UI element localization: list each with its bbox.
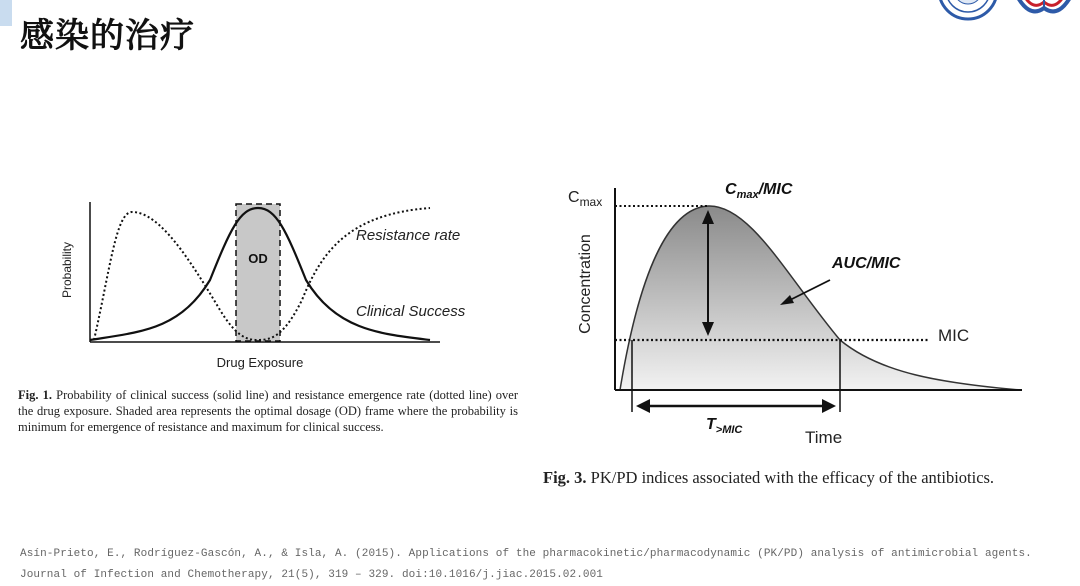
tmic-label: $T_{>MIC}$ (706, 416, 743, 436)
resistance-rate-label: Resistance rate (356, 227, 461, 244)
cmax-label: $C_{max}$ (568, 189, 603, 209)
x-axis-label: Time (805, 428, 843, 447)
hospital-emblem-logo (1008, 0, 1080, 26)
figure-1-caption-prefix: Fig. 1. (18, 388, 53, 402)
cmax-mic-label: $C_{max}$/MIC (725, 181, 793, 201)
mic-label: MIC (938, 326, 970, 345)
figure-3-caption (543, 468, 994, 488)
figure-1-caption-text: Probability of clinical success (solid line) and resistance emergence rate (dotted line) over the drug exposure. Shaded area represents the optimal dosage (OD) frame where the probability is minimum for emergence of resistance and maximum for clinical success. (18, 388, 519, 434)
tmic-arrowhead-right (822, 399, 836, 413)
auc-mic-label: AUC/MIC (832, 255, 901, 272)
figure-3-caption-prefix: Fig. 3. (543, 468, 587, 487)
clinical-success-label: Clinical Success (356, 303, 466, 320)
y-axis-label: Probability (60, 241, 74, 299)
tmic-arrowhead-left (636, 399, 650, 413)
corner-accent (0, 0, 12, 26)
od-shaded-band (236, 204, 280, 341)
figure-3-caption-text: PK/PD indices associated with the efficacy of the antibiotics. (590, 468, 995, 487)
figure-1-caption (18, 387, 518, 435)
figure-1-probability-plot (40, 190, 500, 384)
university-seal-logo (936, 0, 1000, 26)
x-axis-label: Drug Exposure (216, 355, 304, 370)
figure-3-pkpd-plot (560, 168, 1060, 462)
citation-reference: Asín-Prieto, E., Rodríguez-Gascón, A., & Isla, A. (2015). Applications of the pharmacokinetic/pharmacodynamic (PK/PD) analysis of antimicrobial agents. Journal of Infection and Chemotherapy, 21(5), 319 – 329. doi:10.1016/j.jiac.2015.02.001 (20, 548, 1032, 581)
y-axis-label: Concentration (577, 234, 594, 334)
page-title: 感染的治疗 (20, 16, 195, 56)
od-label: OD (248, 251, 268, 266)
auc-shaded-area (620, 206, 1020, 390)
